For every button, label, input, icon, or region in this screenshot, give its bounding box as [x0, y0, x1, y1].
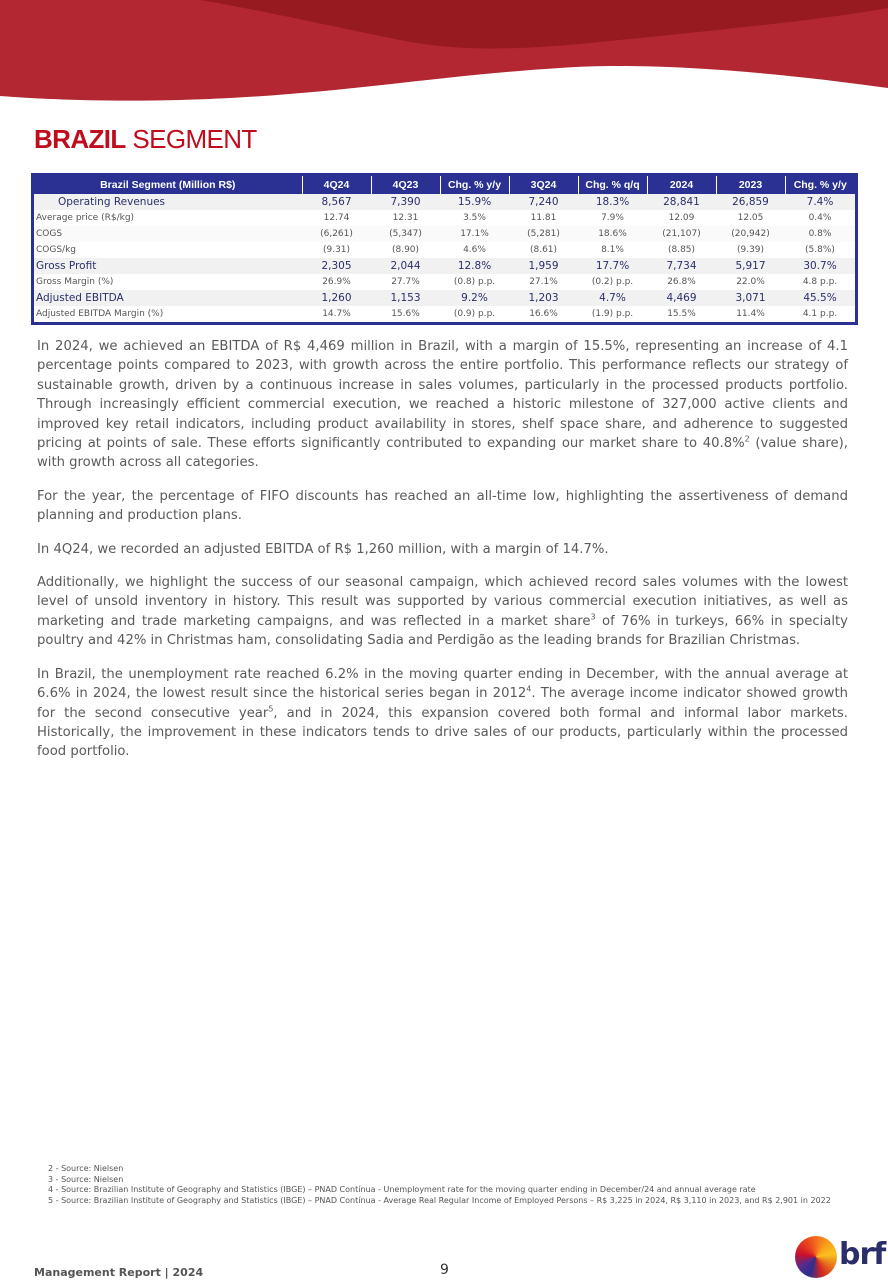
cell: 4.6% — [463, 245, 486, 255]
table-row — [34, 274, 855, 290]
section-title-bold: BRAZIL — [34, 124, 126, 154]
row-label: COGS — [34, 226, 302, 242]
footnote-ref: 5 — [268, 704, 274, 714]
cell: 30.7% — [785, 258, 855, 274]
cell: 4,469 — [647, 290, 716, 306]
paragraph: For the year, the percentage of FIFO discounts has reached an all-time low, highlighting the assertiveness of demand planning and production plans. — [37, 488, 848, 524]
cell: 15.6% — [391, 309, 420, 319]
column-header: 3Q24 — [509, 176, 578, 194]
cell: 12.8% — [440, 258, 509, 274]
table-row — [34, 194, 855, 210]
column-header: 4Q23 — [371, 176, 440, 194]
footnote: 4 - Source: Brazilian Institute of Geography and Statistics (IBGE) – PNAD Contínua - Unemployment rate for the moving quarter ending in December/24 and annual average rate — [48, 1185, 756, 1195]
cell: 1,260 — [302, 290, 371, 306]
cell: (5.8%) — [805, 245, 835, 255]
cell: 27.1% — [529, 277, 558, 287]
row-label: Adjusted EBITDA Margin (%) — [36, 309, 164, 319]
column-header: 2024 — [647, 176, 716, 194]
footnote: 3 - Source: Nielsen — [48, 1174, 124, 1184]
footnote-ref: 4 — [526, 684, 532, 694]
header-wave-decoration — [0, 0, 888, 110]
cell: 11.81 — [530, 213, 557, 223]
cell: 15.9% — [440, 194, 509, 210]
cell: 5,917 — [716, 258, 785, 274]
row-label: Gross Margin (%) — [36, 277, 114, 287]
cell: 27.7% — [391, 277, 420, 287]
cell: 26,859 — [716, 194, 785, 210]
cell: (1.9) p.p. — [591, 309, 634, 319]
cell: (0.2) p.p. — [591, 277, 634, 287]
cell: 45.5% — [785, 290, 855, 306]
cell: 8,567 — [302, 194, 371, 210]
row-label: Operating Revenues — [34, 194, 302, 210]
column-header: 2023 — [716, 176, 785, 194]
cell: 18.3% — [578, 194, 647, 210]
cell: (9.39) — [736, 245, 765, 255]
cell: 7,240 — [509, 194, 578, 210]
logo-globe-icon — [795, 1236, 837, 1278]
cell: 9.2% — [440, 290, 509, 306]
logo-wordmark: brf — [839, 1237, 886, 1272]
cell: 15.5% — [667, 309, 696, 319]
row-label: Gross Profit — [34, 258, 302, 274]
cell: 0.4% — [808, 213, 832, 223]
cell: 1,153 — [371, 290, 440, 306]
brazil-segment-table — [31, 173, 858, 325]
cell: 26.8% — [667, 277, 696, 287]
cell: 7,390 — [371, 194, 440, 210]
cell: 14.7% — [322, 309, 351, 319]
cell: (21,107) — [647, 226, 716, 242]
cell: 17.1% — [440, 226, 509, 242]
cell: (8.85) — [667, 245, 696, 255]
footer-report-label: Management Report | 2024 — [34, 1266, 204, 1279]
section-title-regular: SEGMENT — [132, 124, 257, 154]
table-row — [34, 290, 855, 306]
section-title — [34, 124, 257, 155]
paragraph: In Brazil, the unemployment rate reached 6.2% in the moving quarter ending in December, with the annual average at 6.6% in 2024, the lowest result since the historical series began in 2012$^4$. The average income indicator showed growth for the second consecutive year$^5$, and in 2024, this expansion covered both formal and informal labor markets. Historically, the improvement in these indicators tends to drive sales of our products, particularly within the processed food portfolio. — [37, 666, 848, 760]
cell: (8.90) — [391, 245, 420, 255]
cell: 4.1 p.p. — [802, 309, 838, 319]
table-row — [34, 306, 855, 322]
cell: 17.7% — [578, 258, 647, 274]
footnote-ref: 3 — [590, 612, 596, 622]
cell: 0.8% — [785, 226, 855, 242]
cell: 12.09 — [668, 213, 695, 223]
cell: (8.61) — [529, 245, 558, 255]
cell: 12.74 — [323, 213, 350, 223]
cell: 11.4% — [736, 309, 765, 319]
cell: (0.8) p.p. — [453, 277, 496, 287]
cell: 2,044 — [371, 258, 440, 274]
cell: 4.7% — [578, 290, 647, 306]
footnote: 2 - Source: Nielsen — [48, 1164, 124, 1173]
brf-logo — [795, 1236, 885, 1280]
cell: 8.1% — [601, 245, 624, 255]
table-row — [34, 258, 855, 274]
table-row — [34, 226, 855, 242]
cell: 12.05 — [737, 213, 764, 223]
cell: 28,841 — [647, 194, 716, 210]
column-header: Chg. % y/y — [440, 176, 509, 194]
table-header-row — [34, 176, 855, 194]
row-label: COGS/kg — [36, 245, 77, 255]
cell: 3,071 — [716, 290, 785, 306]
cell: 26.9% — [322, 277, 351, 287]
footnote-ref: 2 — [744, 434, 750, 444]
cell: (5,281) — [509, 226, 578, 242]
cell: 7.9% — [601, 213, 624, 223]
cell: 1,203 — [509, 290, 578, 306]
cell: 7,734 — [647, 258, 716, 274]
paragraph: In 2024, we achieved an EBITDA of R$ 4,469 million in Brazil, with a margin of 15.5%, representing an increase of 4.1 percentage points compared to 2023, with growth across the entire portfolio. This performance reflects our strategy of sustainable growth, driven by a continuous increase in sales volumes, particularly in the processed products portfolio. Through increasingly efficient commercial execution, we reached a historic milestone of 327,000 active clients and improved key retail indicators, including product availability in stores, shelf space share, and adherence to suggested pricing at points of sale. These efforts significantly contributed to expanding our market share to 40.8%$^2$ (value share), with growth across all categories. — [37, 339, 848, 471]
cell: (9.31) — [322, 245, 351, 255]
cell: 18.6% — [578, 226, 647, 242]
row-label: Adjusted EBITDA — [34, 290, 302, 306]
footnotes — [48, 1164, 868, 1206]
paragraph: In 4Q24, we recorded an adjusted EBITDA of R$ 1,260 million, with a margin of 14.7%. — [37, 541, 609, 557]
cell: (0.9) p.p. — [453, 309, 496, 319]
cell: (20,942) — [716, 226, 785, 242]
column-header: Brazil Segment (Million R$) — [34, 176, 302, 194]
cell: (6,261) — [302, 226, 371, 242]
cell: 3.5% — [463, 213, 486, 223]
cell: 22.0% — [736, 277, 765, 287]
page-number: 9 — [440, 1262, 449, 1278]
cell: 4.8 p.p. — [802, 277, 838, 287]
table-row — [34, 210, 855, 226]
cell: 16.6% — [529, 309, 558, 319]
body-text — [37, 337, 848, 776]
cell: 1,959 — [509, 258, 578, 274]
paragraph: Additionally, we highlight the success of our seasonal campaign, which achieved record sales volumes with the lowest level of unsold inventory in history. This result was supported by various commercial execution initiatives, as well as marketing and trade marketing campaigns, and was reflected in a market share$^3$ of 76% in turkeys, 66% in specialty poultry and 42% in Christmas ham, consolidating Sadia and Perdigão as the leading brands for Brazilian Christmas. — [37, 575, 848, 649]
cell: 12.31 — [392, 213, 419, 223]
row-label: Average price (R$/kg) — [36, 213, 135, 223]
table-row — [34, 242, 855, 258]
column-header: Chg. % y/y — [785, 176, 855, 194]
cell: (5,347) — [371, 226, 440, 242]
column-header: Chg. % q/q — [578, 176, 647, 194]
column-header: 4Q24 — [302, 176, 371, 194]
cell: 7.4% — [785, 194, 855, 210]
footnote: 5 - Source: Brazilian Institute of Geography and Statistics (IBGE) – PNAD Contínua - Average Real Regular Income of Employed Persons – R$ 3,225 in 2024, R$ 3,110 in 2023, and R$ 2,901 in 2022 — [48, 1195, 831, 1205]
cell: 2,305 — [302, 258, 371, 274]
